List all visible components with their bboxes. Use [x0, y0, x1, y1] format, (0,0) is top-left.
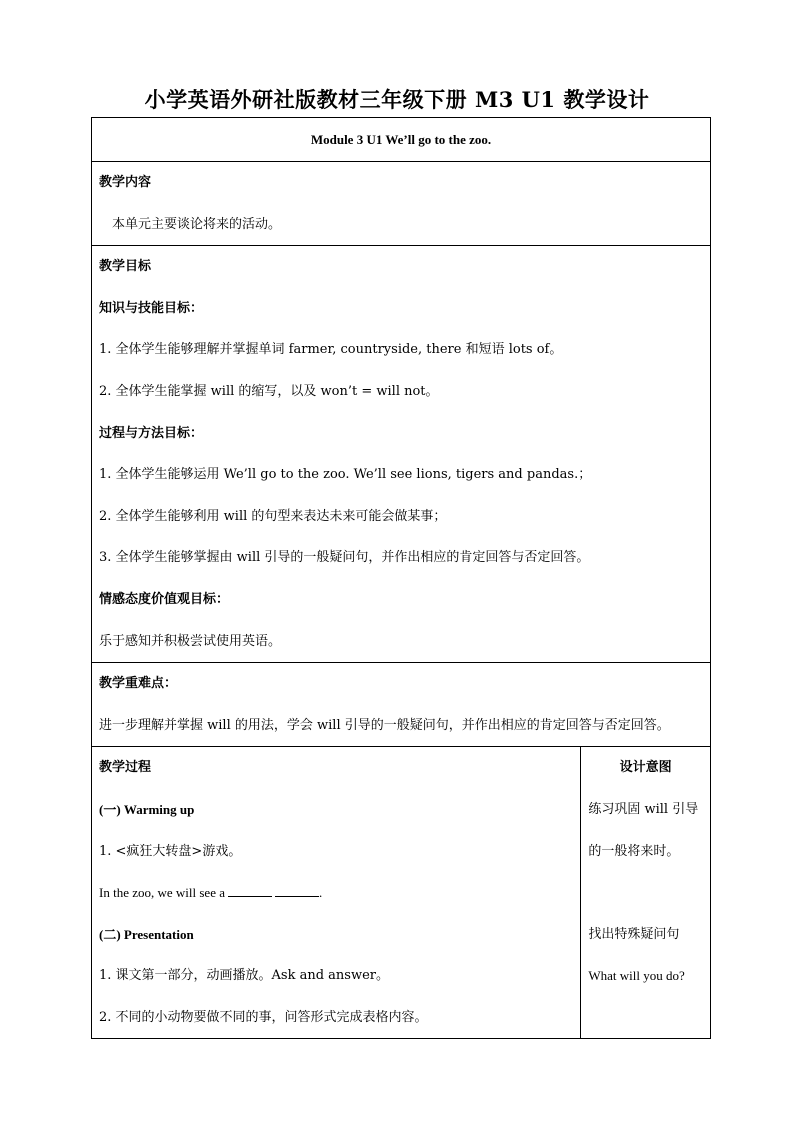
process-heading: 过程与方法目标： — [99, 425, 204, 441]
presentation-item-1: 1. 课文第一部分，动画播放。Ask and answer。 — [99, 968, 390, 984]
intent-line-4: What will you do? — [588, 968, 685, 984]
process-section-heading: 教学过程 — [99, 760, 152, 776]
content-cell — [92, 162, 711, 246]
process-row — [92, 747, 711, 1039]
intent-heading: 设计意图 — [619, 760, 672, 776]
intent-line-1: 练习巩固 will 引导 — [588, 801, 699, 817]
intent-spacer — [588, 872, 703, 914]
lesson-plan-table — [91, 117, 711, 1039]
difficulty-row — [92, 663, 711, 747]
difficulty-text: 进一步理解并掌握 will 的用法，学会 will 引导的一般疑问句，并作出相应的肯定回答与否定回答。 — [99, 717, 670, 733]
objectives-row — [92, 246, 711, 663]
knowledge-heading: 知识与技能目标： — [99, 300, 204, 316]
fill-blank-2 — [275, 884, 319, 897]
emotion-item-1: 乐于感知并积极尝试使用英语。 — [99, 633, 282, 649]
process-item-2: 2. 全体学生能够利用 will 的句型来表达未来可能会做某事； — [99, 508, 447, 524]
objectives-cell — [92, 246, 711, 663]
module-title: Module 3 U1 We’ll go to the zoo. — [310, 132, 492, 147]
knowledge-item-2: 2. 全体学生能掌握 will 的缩写，以及 won’t = will not。 — [99, 383, 439, 399]
process-cell — [92, 747, 581, 1039]
intent-line-2: 的一般将来时。 — [588, 843, 680, 859]
content-text: 本单元主要谈论将来的活动。 — [112, 216, 282, 232]
header-row — [92, 118, 711, 162]
intent-line-3: 找出特殊疑问句 — [588, 926, 680, 942]
difficulty-heading: 教学重难点： — [99, 676, 178, 692]
warmup-item-1: 1. <疯狂大转盘>游戏。 — [99, 843, 242, 859]
presentation-item-2: 2. 不同的小动物要做不同的事，问答形式完成表格内容。 — [99, 1009, 428, 1025]
document-title: 小学英语外研社版教材三年级下册 M3 U1 教学设计 — [144, 87, 650, 112]
process-item-1: 1. 全体学生能够运用 We’ll go to the zoo. We’ll see lions, tigers and pandas.； — [99, 467, 592, 483]
knowledge-item-1: 1. 全体学生能够理解并掌握单词 farmer, countryside, there 和短语 lots of。 — [99, 342, 563, 358]
content-heading: 教学内容 — [99, 175, 152, 190]
module-header-cell — [92, 118, 711, 162]
process-item-3: 3. 全体学生能够掌握由 will 引导的一般疑问句，并作出相应的肯定回答与否定回答。 — [99, 550, 590, 566]
difficulty-cell — [92, 663, 711, 747]
warmup-item-2: In the zoo, we will see a . — [99, 885, 323, 901]
objectives-heading: 教学目标 — [99, 259, 152, 275]
content-row — [92, 162, 711, 246]
warmup-sentence: In the zoo, we will see a — [99, 885, 225, 901]
emotion-heading: 情感态度价值观目标： — [99, 591, 230, 607]
presentation-heading: (二) Presentation — [99, 926, 194, 942]
fill-blank-1 — [228, 884, 272, 897]
warmup-heading: (一) Warming up — [99, 801, 195, 817]
intent-cell — [581, 747, 711, 1039]
